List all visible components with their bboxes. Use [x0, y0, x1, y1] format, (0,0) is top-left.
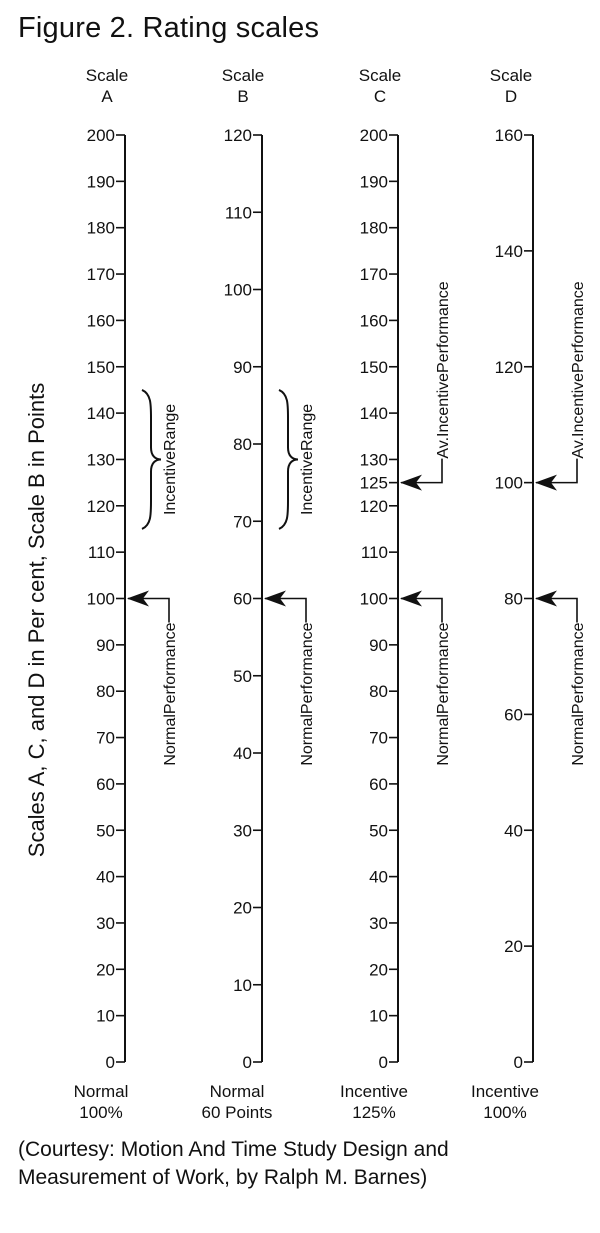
scale-c-footer-line-2: 125%	[352, 1103, 396, 1122]
scale-c-tick-label: 50	[369, 821, 388, 841]
scale-a-tick-label: 130	[86, 450, 115, 470]
scale-b-tick-label: 10	[233, 975, 252, 995]
scale-c-tick-label: 40	[369, 867, 388, 887]
scale-c-header-letter: C	[373, 87, 387, 106]
scale-c-incentive-leader	[401, 459, 442, 483]
scale-b-incentive-brace	[279, 390, 298, 529]
scale-b-tick-label: 70	[233, 512, 252, 532]
scale-d-header-letter: D	[504, 87, 518, 106]
scale-c-incentive-label: Av.IncentivePerformance	[435, 281, 452, 459]
scale-b-footer-line-2: 60 Points	[201, 1103, 273, 1122]
scale-d-normal-leader	[536, 599, 577, 623]
caption-line-1: (Courtesy: Motion And Time Study Design and	[18, 1138, 449, 1161]
scale-a-tick-label: 70	[96, 728, 115, 748]
scale-a-tick-label: 10	[96, 1006, 115, 1026]
scale-c-tick-label: 80	[369, 682, 388, 702]
scale-c-tick-label: 70	[369, 728, 388, 748]
scale-b	[202, 66, 316, 1122]
scale-b-header-letter: B	[237, 87, 249, 106]
scale-b-normal-leader	[265, 599, 306, 623]
scale-a-tick-label: 60	[96, 774, 115, 794]
scale-d-tick-label: 140	[494, 241, 523, 261]
scale-c-tick-label: 170	[359, 265, 388, 285]
scale-d-tick-label: 20	[504, 937, 523, 957]
scale-d-tick-label: 120	[494, 357, 523, 377]
scale-b-tick-label: 100	[223, 280, 252, 300]
figure-caption	[18, 1136, 449, 1192]
scale-b-tick-label: 20	[233, 898, 252, 918]
scale-b-normal-label: NormalPerformance	[299, 622, 316, 766]
scale-c-tick-label: 125	[359, 473, 388, 493]
scale-c-tick-label: 110	[360, 543, 388, 563]
scale-d-tick-label: 60	[504, 705, 523, 725]
scale-c	[340, 66, 452, 1122]
scale-d-header-word: Scale	[489, 66, 533, 85]
scale-d-incentive-label: Av.IncentivePerformance	[570, 281, 587, 459]
scale-c-tick-label: 140	[359, 404, 388, 424]
scale-a-tick-label: 180	[86, 218, 115, 238]
scale-b-tick-label: 110	[224, 203, 252, 223]
scale-a-tick-label: 140	[86, 404, 115, 424]
scale-c-tick-label: 120	[359, 496, 388, 516]
figure-title: Figure 2. Rating scales	[18, 12, 320, 44]
scale-a-tick-label: 40	[96, 867, 115, 887]
scale-d-footer-line-2: 100%	[483, 1103, 527, 1122]
scale-c-tick-label: 10	[369, 1006, 388, 1026]
scale-c-tick-label: 130	[359, 450, 388, 470]
scale-a-tick-label: 90	[96, 635, 115, 655]
scale-b-tick-label: 50	[233, 666, 252, 686]
scale-d-tick-label: 40	[504, 821, 523, 841]
scale-b-tick-label: 80	[233, 435, 252, 454]
caption-line-2: Measurement of Work, by Ralph M. Barnes)	[18, 1166, 428, 1189]
scale-c-tick-label: 160	[359, 311, 388, 331]
scale-a-tick-label: 170	[86, 265, 115, 285]
scale-a-tick-label: 110	[87, 543, 115, 563]
scale-c-tick-label: 190	[359, 172, 388, 192]
scale-c-tick-label: 100	[359, 589, 388, 609]
scale-a-header-letter: A	[101, 87, 113, 106]
scale-c-tick-label: 200	[359, 126, 388, 145]
scale-a-tick-label: 200	[86, 126, 115, 145]
scale-a-range-label: IncentiveRange	[162, 403, 179, 516]
scale-a-normal-leader	[128, 599, 169, 623]
scale-b-tick-label: 30	[233, 821, 252, 841]
scale-c-tick-label: 60	[369, 774, 388, 794]
scale-b-range-label: IncentiveRange	[299, 403, 316, 516]
scale-d-normal-label: NormalPerformance	[570, 622, 587, 766]
scale-d-tick-label: 80	[504, 589, 523, 609]
scale-c-normal-leader	[401, 599, 442, 623]
scale-c-tick-label: 20	[369, 960, 388, 980]
scale-a-header-word: Scale	[85, 66, 129, 85]
scale-a-tick-label: 190	[86, 172, 115, 192]
scale-d-footer-line-1: Incentive	[470, 1082, 540, 1101]
scale-a-tick-label: 50	[96, 821, 115, 841]
scales-layer	[74, 66, 587, 1122]
scale-c-normal-label: NormalPerformance	[435, 622, 452, 766]
scale-d	[471, 66, 587, 1122]
scale-c-tick-label: 30	[369, 913, 388, 933]
scale-a-tick-label: 0	[105, 1053, 115, 1072]
scale-d-tick-label: 160	[494, 126, 523, 145]
scale-c-tick-label: 150	[359, 357, 388, 377]
scale-a-tick-label: 150	[86, 357, 115, 377]
scale-a-tick-label: 20	[96, 960, 115, 980]
scale-c-tick-label: 90	[369, 635, 388, 655]
scale-c-header-word: Scale	[358, 66, 402, 85]
scale-c-footer-line-1: Incentive	[339, 1082, 409, 1101]
scale-b-tick-label: 120	[223, 126, 252, 145]
scale-a-incentive-brace	[142, 390, 161, 529]
scale-b-header-word: Scale	[221, 66, 265, 85]
vertical-axis-title: Scales A, C, and D in Per cent, Scale B in Points	[24, 382, 49, 858]
scale-a-tick-label: 100	[86, 589, 115, 609]
scale-a-tick-label: 120	[86, 496, 115, 516]
scale-a-tick-label: 30	[96, 913, 115, 933]
scale-a-footer-line-2: 100%	[79, 1103, 123, 1122]
scale-b-tick-label: 40	[233, 744, 252, 763]
scale-b-tick-label: 90	[233, 357, 252, 377]
scale-a-tick-label: 80	[96, 682, 115, 702]
scale-d-incentive-leader	[536, 459, 577, 483]
scale-b-tick-label: 60	[233, 589, 252, 609]
scale-b-tick-label: 0	[242, 1053, 252, 1072]
scale-c-tick-label: 180	[359, 218, 388, 238]
scale-a-tick-label: 160	[86, 311, 115, 331]
scale-a-footer-line-1: Normal	[73, 1082, 129, 1101]
scale-a-normal-label: NormalPerformance	[162, 622, 179, 766]
scale-d-tick-label: 100	[494, 473, 523, 493]
scale-c-tick-label: 0	[378, 1053, 388, 1072]
scale-d-tick-label: 0	[513, 1053, 523, 1072]
scale-b-footer-line-1: Normal	[209, 1082, 265, 1101]
scale-a	[74, 66, 179, 1122]
